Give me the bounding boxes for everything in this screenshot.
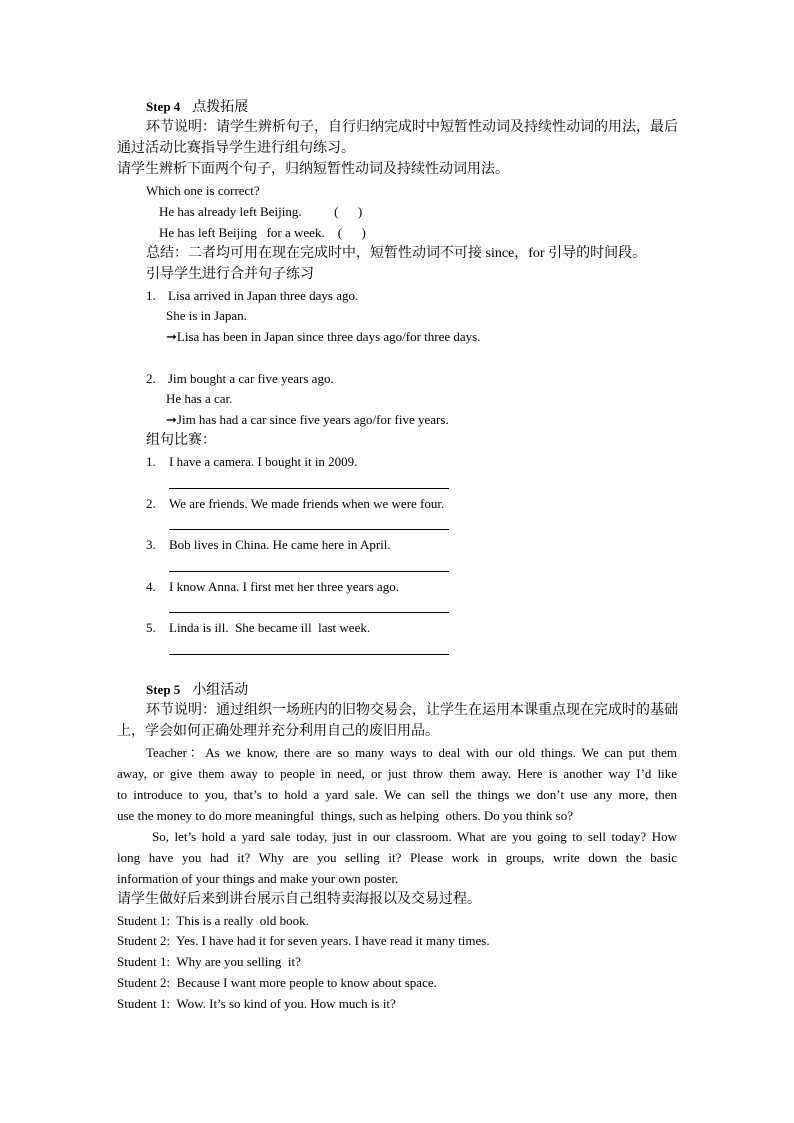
contest-item-1-number: 1. bbox=[146, 454, 156, 469]
dialogue-line-2: Student 2: Yes. I have had it for seven years. I have read it many times. bbox=[117, 933, 490, 948]
step4-title: 点拨拓展 bbox=[192, 100, 249, 115]
step4-intro-line1: 环节说明：请学生辨析句子，自行归纳完成时中短暂性动词及持续性动词的用法，最后 bbox=[146, 120, 678, 135]
contest-item-2-answer-line[interactable] bbox=[169, 529, 449, 530]
dialogue-line-3: Student 1: Why are you selling it? bbox=[117, 954, 301, 969]
example-1-answer: ➞Lisa has been in Japan since three days ago/for three days. bbox=[166, 329, 481, 344]
teacher-line-5: So, let’s hold a yard sale today, just in our classroom. What are you going to sell today? How bbox=[152, 829, 677, 844]
contest-item-5-answer-line[interactable] bbox=[169, 654, 449, 655]
contest-title: 组句比赛： bbox=[146, 433, 216, 448]
contest-item-3-answer-line[interactable] bbox=[169, 571, 449, 572]
contest-item-1-answer-line[interactable] bbox=[169, 488, 449, 489]
step4-intro-line2: 通过活动比赛指导学生进行组句练习。 bbox=[117, 141, 355, 156]
contest-item-4-text: I know Anna. I first met her three years ago. bbox=[169, 579, 399, 594]
example-1-line1: Lisa arrived in Japan three days ago. bbox=[168, 288, 359, 303]
teacher-line-6: long have you had it? Why are you selling it? Please work in groups, write down the basic bbox=[117, 850, 677, 865]
contest-item-5-text: Linda is ill. She became ill last week. bbox=[169, 620, 371, 635]
step4-number: Step 4 bbox=[146, 99, 181, 114]
step4-question: Which one is correct? bbox=[146, 183, 260, 198]
contest-item-4-number: 4. bbox=[146, 579, 156, 594]
step4-sentence-2: He has left Beijing for a week. ( ) bbox=[159, 225, 366, 240]
contest-item-2-text: We are friends. We made friends when we were four. bbox=[169, 496, 445, 511]
step4-heading bbox=[146, 98, 248, 117]
contest-item-4-answer-line[interactable] bbox=[169, 612, 449, 613]
teacher-line-1: Teacher：As we know, there are so many ways to deal with our old things. We can put them bbox=[146, 745, 677, 760]
step5-number: Step 5 bbox=[146, 682, 181, 697]
step4-summary: 总结：二者均可用在现在完成时中，短暂性动词不可接 since，for 引导的时间段。 bbox=[146, 246, 647, 261]
example-1-number: 1. bbox=[146, 288, 156, 303]
example-1-line2: She is in Japan. bbox=[166, 308, 247, 323]
step4-combine-title: 引导学生进行合并句子练习 bbox=[146, 267, 314, 282]
example-2-line1: Jim bought a car five years ago. bbox=[168, 371, 334, 386]
teacher-line-7: information of your things and make your own poster. bbox=[117, 871, 399, 886]
step4-sentence-1: He has already left Beijing. ( ) bbox=[159, 204, 363, 219]
contest-item-3-number: 3. bbox=[146, 537, 156, 552]
dialogue-line-1: Student 1: This is a really old book. bbox=[117, 913, 309, 928]
step5-intro-line1: 环节说明：通过组织一场班内的旧物交易会，让学生在运用本课重点现在完成时的基础 bbox=[146, 703, 678, 718]
dialogue-line-5: Student 1: Wow. It’s so kind of you. How much is it? bbox=[117, 996, 396, 1011]
dialogue-line-4: Student 2: Because I want more people to know about space. bbox=[117, 975, 437, 990]
step5-title: 小组活动 bbox=[192, 683, 249, 698]
step5-intro-line2: 上，学会如何正确处理并充分利用自己的废旧用品。 bbox=[117, 724, 439, 739]
example-2-answer: ➞Jim has had a car since five years ago/for five years. bbox=[166, 412, 449, 427]
teacher-line-3: to introduce to you, that’s to hold a yard sale. We can sell the things we don’t use any more, then bbox=[117, 787, 677, 802]
contest-item-3-text: Bob lives in China. He came here in April. bbox=[169, 537, 391, 552]
step5-task: 请学生做好后来到讲台展示自己组特卖海报以及交易过程。 bbox=[117, 892, 481, 907]
contest-item-1-text: I have a camera. I bought it in 2009. bbox=[169, 454, 358, 469]
contest-item-5-number: 5. bbox=[146, 620, 156, 635]
teacher-line-2: away, or give them away to people in need, or just throw them away. Here is another way I’d like bbox=[117, 766, 677, 781]
example-2-line2: He has a car. bbox=[166, 391, 233, 406]
step4-task: 请学生辨析下面两个句子，归纳短暂性动词及持续性动词用法。 bbox=[117, 162, 509, 177]
example-2-number: 2. bbox=[146, 371, 156, 386]
teacher-line-4: use the money to do more meaningful things, such as helping others. Do you think so? bbox=[117, 808, 574, 823]
contest-item-2-number: 2. bbox=[146, 496, 156, 511]
step5-heading bbox=[146, 681, 248, 700]
